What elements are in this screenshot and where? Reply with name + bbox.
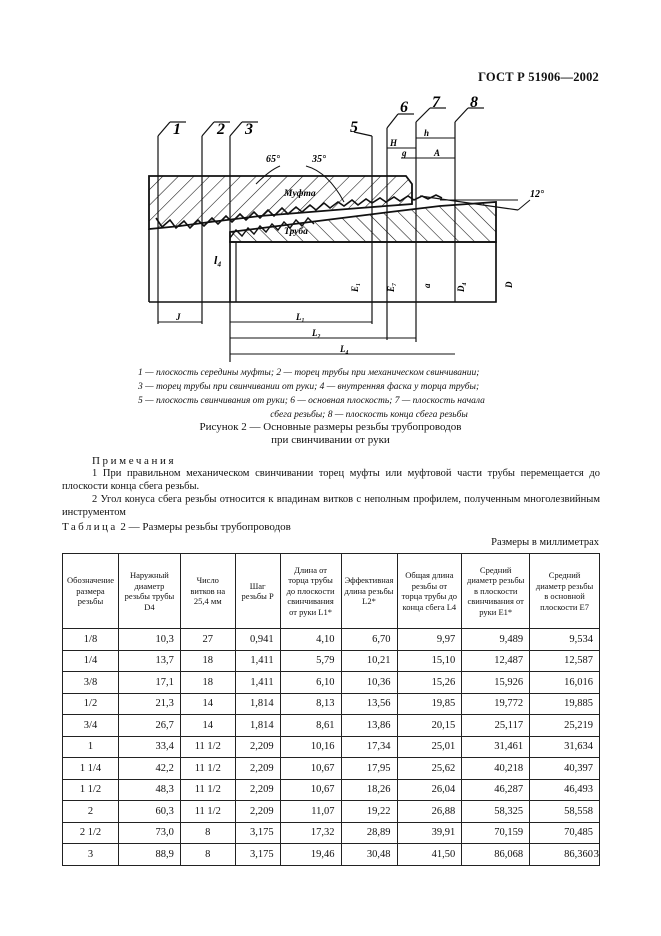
table-row [63, 822, 600, 844]
thread-size-table [62, 553, 600, 866]
E1-label: E₁ [350, 282, 360, 292]
table-cell: 19,85 [397, 693, 462, 715]
table-cell: 2,209 [235, 801, 280, 823]
callout-5: 5 [350, 119, 358, 136]
table-cell: 18,26 [341, 779, 397, 801]
table-cell: 16,016 [530, 672, 600, 694]
table-cell: 1 [63, 736, 119, 758]
table-cell: 40,218 [462, 758, 530, 780]
table-cell: 9,97 [397, 629, 462, 651]
table-cell: 12,487 [462, 650, 530, 672]
bottom-dimensions [158, 322, 455, 354]
table-cell: 15,26 [397, 672, 462, 694]
col-header: Эффективная длина резьбы L2* [341, 554, 397, 629]
table-cell: 11 1/2 [180, 758, 235, 780]
table-cell: 58,558 [530, 801, 600, 823]
table-cell: 70,485 [530, 822, 600, 844]
table-cell: 31,634 [530, 736, 600, 758]
dim-A-label: A [434, 148, 441, 158]
table-cell: 2,209 [235, 779, 280, 801]
figure-title-line1: Рисунок 2 — Основные размеры резьбы трубопроводов [199, 421, 462, 433]
dim-H-label: H [390, 138, 398, 148]
figure-title [0, 421, 661, 447]
table-cell: 11 1/2 [180, 801, 235, 823]
table-cell: 19,22 [341, 801, 397, 823]
table-cell: 25,62 [397, 758, 462, 780]
thread-drawing [60, 92, 600, 364]
top-dimensions [387, 138, 455, 158]
table-cell: 1/4 [63, 650, 119, 672]
table-cell: 2 1/2 [63, 822, 119, 844]
table-cell: 58,325 [462, 801, 530, 823]
table-cell: 3,175 [235, 844, 280, 866]
table-cell: 25,219 [530, 715, 600, 737]
callout-6: 6 [400, 99, 408, 116]
table-cell: 25,01 [397, 736, 462, 758]
table-cell: 13,7 [118, 650, 180, 672]
table-cell: 15,926 [462, 672, 530, 694]
table-cell: 13,86 [341, 715, 397, 737]
E7-label: E₇ [386, 282, 396, 292]
note-2: 2 Угол конуса сбега резьбы относится к впадинам витков с неполным профилем, полученным многолезвийным инструментом [62, 494, 600, 518]
table-cell: 86,068 [462, 844, 530, 866]
table-cell: 12,587 [530, 650, 600, 672]
table-row [63, 715, 600, 737]
table-cell: 28,89 [341, 822, 397, 844]
table-cell: 10,67 [280, 758, 341, 780]
table-cell: 8,13 [280, 693, 341, 715]
legend-line: 5 — плоскость свинчивания от руки; 6 — основная плоскость; 7 — плоскость начала [138, 396, 485, 406]
table-cell: 73,0 [118, 822, 180, 844]
table-title-rest: 2 — Размеры резьбы трубопроводов [120, 521, 291, 533]
table-cell: 26,04 [397, 779, 462, 801]
D4-label: D₄ [456, 282, 466, 292]
legend-line: 1 — плоскость середины муфты; 2 — торец трубы при механическом свинчивании; [138, 368, 480, 378]
table-cell: 19,772 [462, 693, 530, 715]
table-cell: 3/8 [63, 672, 119, 694]
table-cell: 8 [180, 844, 235, 866]
table-cell: 5,79 [280, 650, 341, 672]
table-cell: 10,16 [280, 736, 341, 758]
table-cell: 11 1/2 [180, 736, 235, 758]
callout-leaders [158, 108, 484, 136]
table-cell: 17,34 [341, 736, 397, 758]
table-row [63, 801, 600, 823]
table-cell: 17,1 [118, 672, 180, 694]
table-cell: 19,46 [280, 844, 341, 866]
table-row [63, 779, 600, 801]
table-cell: 8,61 [280, 715, 341, 737]
table-cell: 4,10 [280, 629, 341, 651]
table-cell: 27 [180, 629, 235, 651]
callout-7: 7 [432, 94, 440, 111]
table-cell: 21,3 [118, 693, 180, 715]
table-cell: 1,814 [235, 715, 280, 737]
legend-line: сбега резьбы; 8 — плоскость конца сбега резьбы [270, 410, 468, 420]
table-cell: 1/2 [63, 693, 119, 715]
table-cell: 11 1/2 [180, 779, 235, 801]
table-cell: 17,95 [341, 758, 397, 780]
table-row [63, 844, 600, 866]
table-cell: 60,3 [118, 801, 180, 823]
table-cell: 1,411 [235, 672, 280, 694]
angle-65-label: 65° [266, 154, 280, 165]
table-cell: 17,32 [280, 822, 341, 844]
table-cell: 10,3 [118, 629, 180, 651]
table-cell: 18 [180, 650, 235, 672]
pipe-label: Труба [284, 227, 308, 237]
table-cell: 3 [63, 844, 119, 866]
table-cell: 19,885 [530, 693, 600, 715]
table-cell: 11,07 [280, 801, 341, 823]
table-title-prefix: Таблица [62, 521, 118, 533]
dim-h-label: h [424, 128, 430, 138]
col-header: Средний диаметр резьбы в плоскости свинчивания от руки E1* [462, 554, 530, 629]
table-cell: 2,209 [235, 758, 280, 780]
col-header: Число витков на 25,4 мм [180, 554, 235, 629]
table-cell: 26,88 [397, 801, 462, 823]
col-header: Шаг резьбы P [235, 554, 280, 629]
table-cell: 15,10 [397, 650, 462, 672]
col-header: Обозначение размера резьбы [63, 554, 119, 629]
table-cell: 2,209 [235, 736, 280, 758]
figure-title-line2: при свинчивании от руки [271, 434, 390, 446]
angle-35-label: 35° [312, 154, 326, 165]
col-header: Длина от торца трубы до плоскости свинчивания от руки L1* [280, 554, 341, 629]
callout-3: 3 [245, 121, 253, 138]
a-label: a [422, 283, 432, 288]
table-cell: 3,175 [235, 822, 280, 844]
table-cell: 3/4 [63, 715, 119, 737]
table-cell: 46,287 [462, 779, 530, 801]
table-cell: 25,117 [462, 715, 530, 737]
table-cell: 9,534 [530, 629, 600, 651]
table-header-row [63, 554, 600, 629]
dim-J-label: J [176, 312, 181, 322]
dim-g-label: g [402, 148, 407, 158]
dim-L1-label: L₁ [296, 312, 305, 322]
table-cell: 40,397 [530, 758, 600, 780]
notes-heading: Примечания [92, 455, 177, 467]
table-cell: 31,461 [462, 736, 530, 758]
table-cell: 13,56 [341, 693, 397, 715]
table-cell: 86,360 [530, 844, 600, 866]
table-cell: 26,7 [118, 715, 180, 737]
col-header: Средний диаметр резьбы в основной плоскости E7 [530, 554, 600, 629]
dim-L4-label: L₄ [340, 344, 349, 354]
table-cell: 8 [180, 822, 235, 844]
table-cell: 33,4 [118, 736, 180, 758]
table-cell: 10,36 [341, 672, 397, 694]
table-cell: 39,91 [397, 822, 462, 844]
callout-8: 8 [470, 94, 478, 111]
table-cell: 0,941 [235, 629, 280, 651]
table-row [63, 693, 600, 715]
table-cell: 6,70 [341, 629, 397, 651]
table-cell: 1,814 [235, 693, 280, 715]
table-cell: 1/8 [63, 629, 119, 651]
table-cell: 20,15 [397, 715, 462, 737]
callout-4: l₄ [214, 253, 222, 267]
legend-line: 3 — торец трубы при свинчивании от руки; 4 — внутренняя фаска у торца трубы; [138, 382, 480, 392]
document-code: ГОСТ Р 51906—2002 [478, 70, 599, 84]
table-cell: 9,489 [462, 629, 530, 651]
table-row [63, 629, 600, 651]
table-cell: 41,50 [397, 844, 462, 866]
table-cell: 88,9 [118, 844, 180, 866]
table-cell: 6,10 [280, 672, 341, 694]
col-header: Наружный диаметр резьбы трубы D4 [118, 554, 180, 629]
table-cell: 1,411 [235, 650, 280, 672]
table-cell: 1 1/2 [63, 779, 119, 801]
thread-figure [60, 92, 600, 364]
table-cell: 48,3 [118, 779, 180, 801]
callout-1: 1 [173, 121, 181, 138]
figure-legend [138, 366, 600, 422]
angle-12-label: 12° [530, 189, 544, 200]
table-cell: 14 [180, 715, 235, 737]
table-row [63, 672, 600, 694]
page-number: 3 [593, 848, 599, 860]
table-cell: 46,493 [530, 779, 600, 801]
table-row [63, 650, 600, 672]
table-cell: 10,21 [341, 650, 397, 672]
D-label: D [504, 281, 514, 288]
coupling-label: Муфта [284, 189, 316, 199]
table-title [62, 521, 291, 533]
table-cell: 1 1/4 [63, 758, 119, 780]
table-row [63, 758, 600, 780]
table-cell: 18 [180, 672, 235, 694]
callout-2: 2 [217, 121, 225, 138]
table-cell: 70,159 [462, 822, 530, 844]
table-cell: 2 [63, 801, 119, 823]
table-cell: 14 [180, 693, 235, 715]
table-cell: 10,67 [280, 779, 341, 801]
table-row [63, 736, 600, 758]
table-units: Размеры в миллиметрах [491, 537, 599, 548]
dim-L2-label: L₂ [312, 328, 321, 338]
table-cell: 42,2 [118, 758, 180, 780]
note-1: 1 При правильном механическом свинчивании торец муфты или муфтовой части трубы перемещается до плоскости конца сбега резьбы. [62, 468, 600, 492]
table-cell: 30,48 [341, 844, 397, 866]
col-header: Общая длина резьбы от торца трубы до конца сбега L4 [397, 554, 462, 629]
